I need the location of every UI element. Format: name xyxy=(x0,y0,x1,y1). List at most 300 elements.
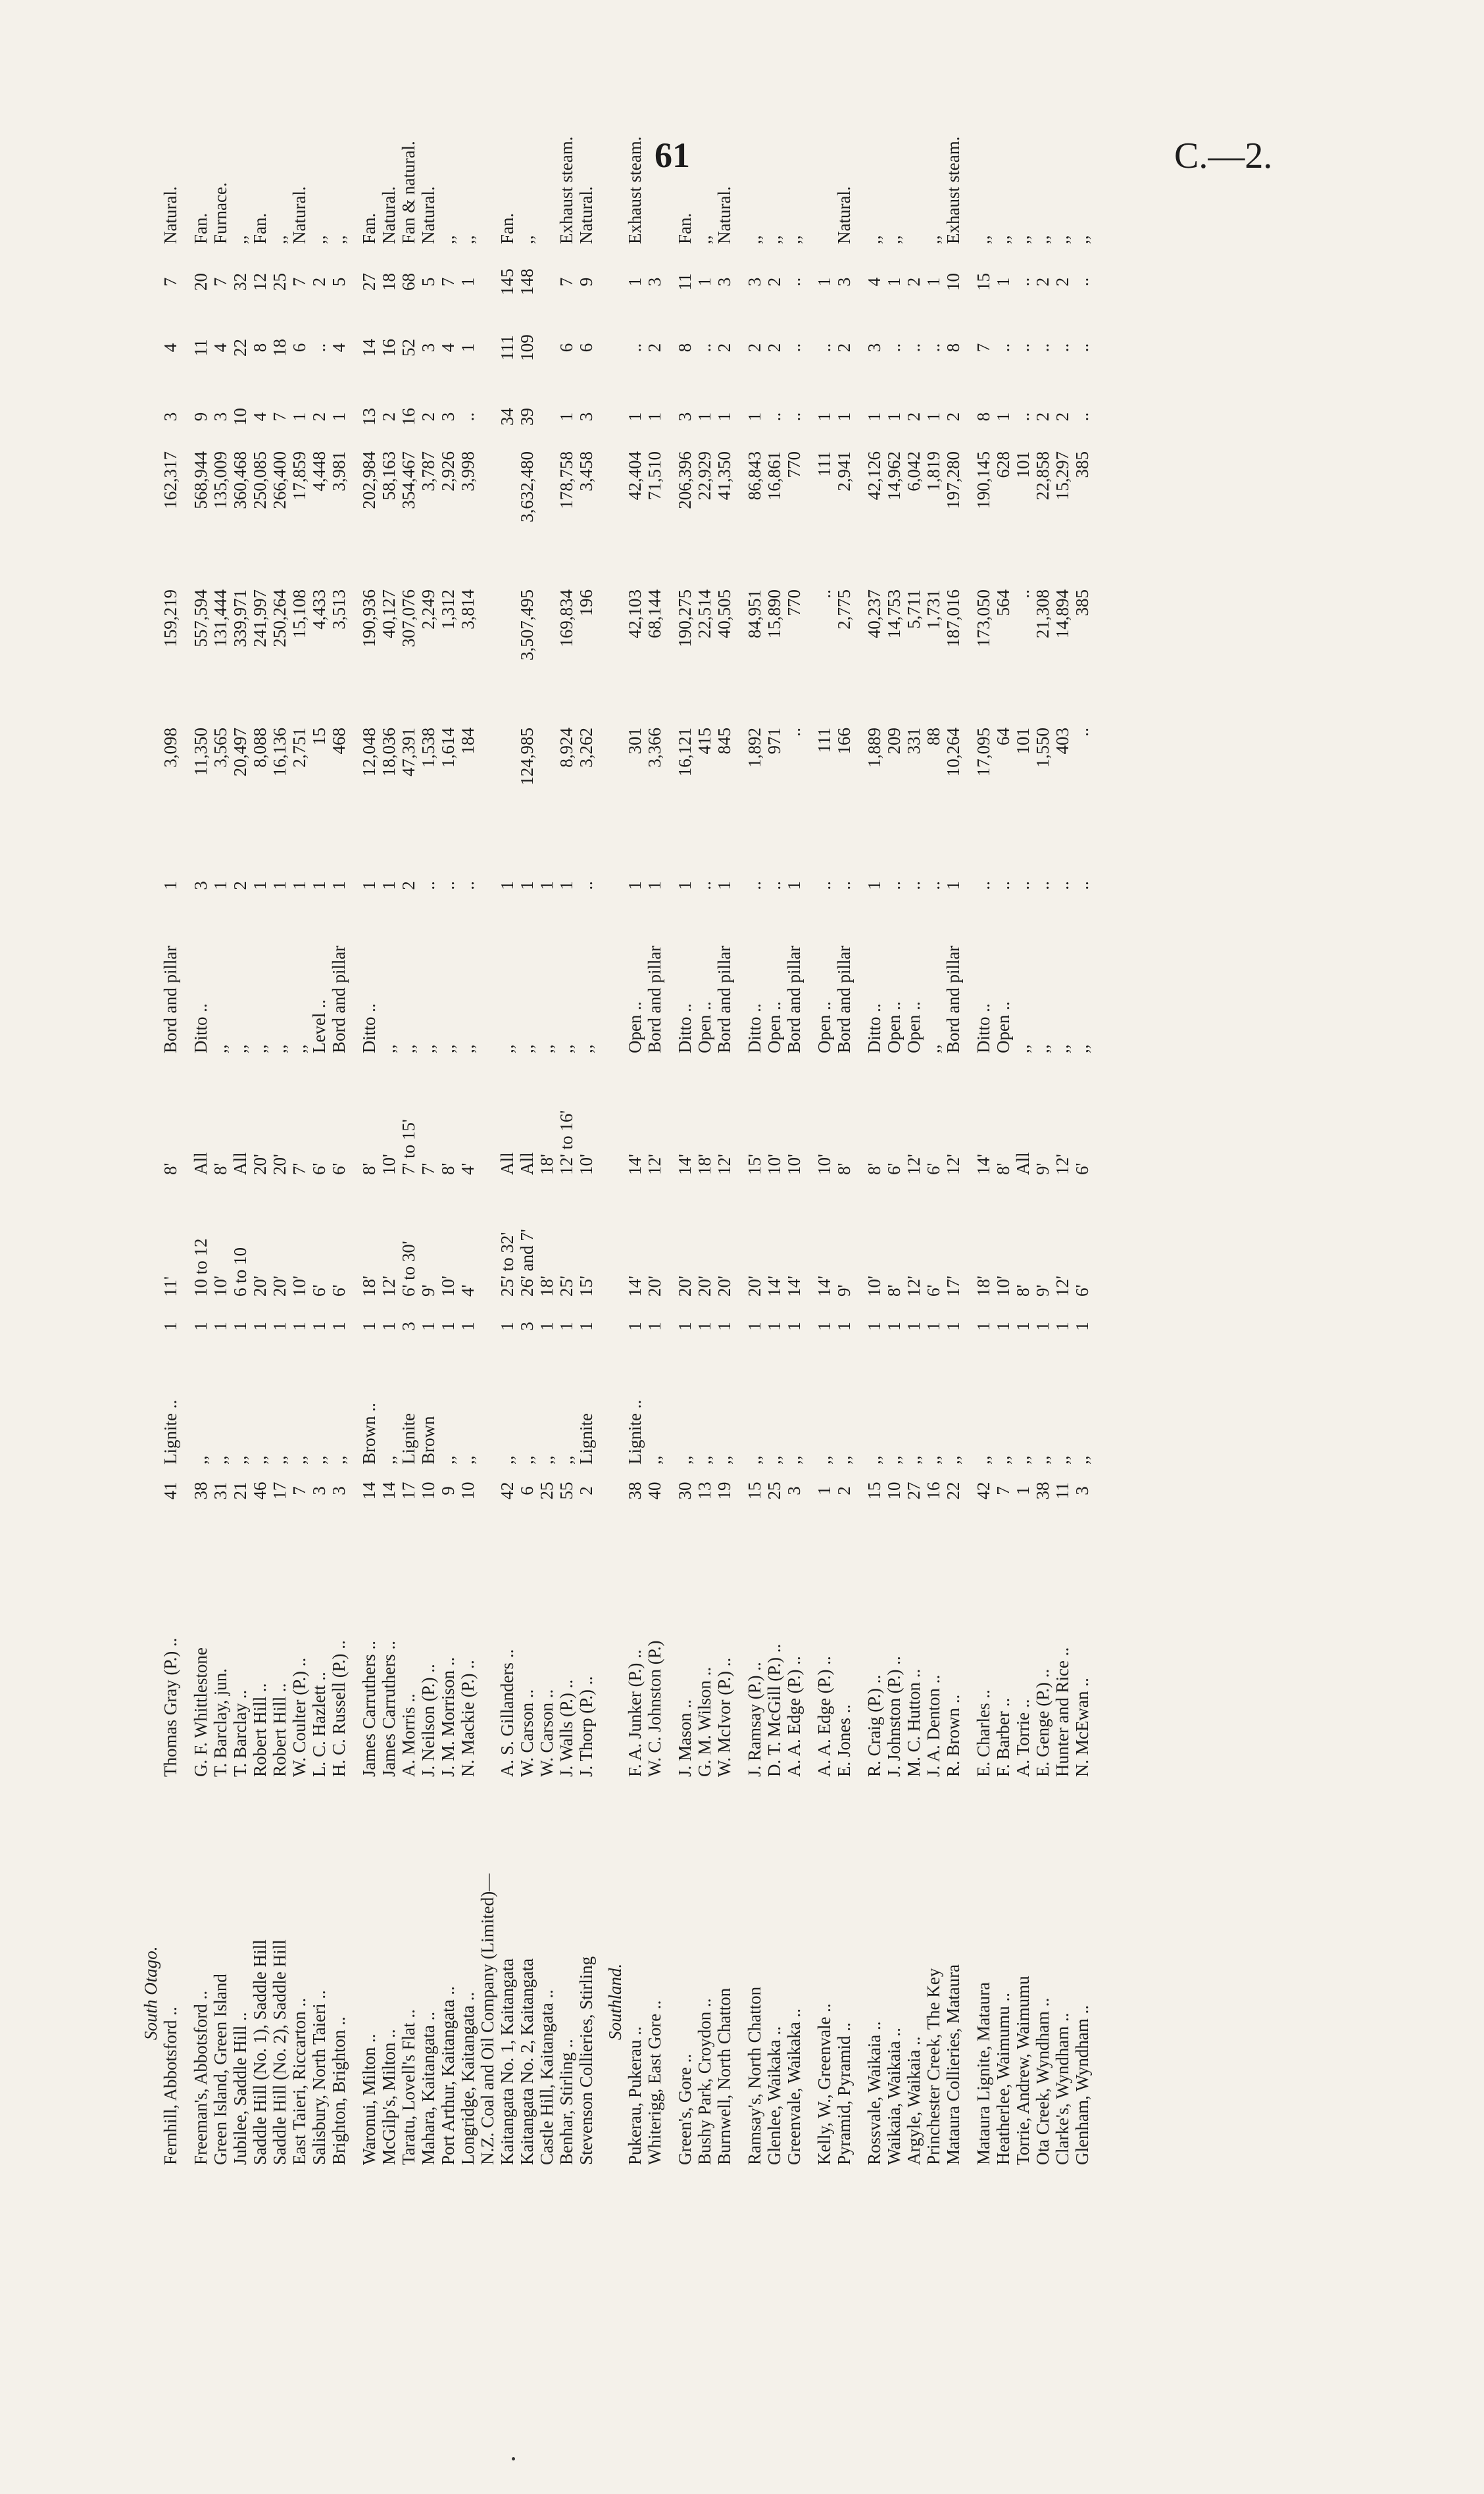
table-cell: 1,538 xyxy=(418,728,438,768)
table-cell: 6,042 xyxy=(904,451,924,491)
table-cell: 111 xyxy=(814,451,834,477)
table-cell: ,, xyxy=(517,235,537,244)
table-cell: 10 xyxy=(943,273,963,291)
table-cell: ,, xyxy=(1033,1455,1052,1464)
speck-mark xyxy=(512,2457,515,2460)
table-cell: 14' xyxy=(764,1276,784,1297)
table-cell: 1 xyxy=(210,881,230,890)
table-cell: 20,497 xyxy=(230,728,250,777)
table-cell: 124,985 xyxy=(517,728,537,786)
table-cell: 111 xyxy=(814,728,834,753)
table-cell: Ota Creek, Wyndham .. xyxy=(1033,1997,1052,2165)
table-cell: 1 xyxy=(714,881,734,890)
table-cell: .. xyxy=(784,728,804,737)
table-cell: 1 xyxy=(458,343,478,353)
table-cell: 360,468 xyxy=(230,451,250,509)
table-cell: 2 xyxy=(745,343,764,353)
table-cell: East Taieri, Riccarton .. xyxy=(289,1997,309,2165)
table-cell: 3 xyxy=(329,1486,349,1495)
table-cell: .. xyxy=(834,881,854,890)
table-cell: 1 xyxy=(675,881,695,890)
table-row xyxy=(1072,60,1092,2165)
table-cell: Ramsay's, North Chatton xyxy=(745,1986,764,2165)
table-cell: 1 xyxy=(645,412,664,422)
table-cell: ,, xyxy=(379,1455,399,1464)
table-cell: 18' xyxy=(974,1276,993,1297)
table-cell: Lignite xyxy=(399,1413,418,1464)
table-cell: ,, xyxy=(1013,235,1033,244)
table-row xyxy=(161,60,180,2165)
table-cell: All xyxy=(230,1152,250,1175)
table-cell: 3,814 xyxy=(458,589,478,630)
table-cell: ,, xyxy=(745,235,764,244)
table-cell: ,, xyxy=(784,1455,804,1464)
table-cell: .. xyxy=(1052,881,1072,890)
table-row xyxy=(418,60,438,2165)
section-heading: South Otago. xyxy=(141,1946,161,2040)
table-cell: Bord and pillar xyxy=(329,945,349,1053)
table-cell: 1 xyxy=(814,1322,834,1331)
table-cell: 6' xyxy=(924,1284,943,1297)
table-cell: 1 xyxy=(161,881,180,890)
table-cell: Ditto .. xyxy=(191,1003,210,1053)
table-cell: 190,275 xyxy=(675,589,695,647)
table-cell: ,, xyxy=(289,1455,309,1464)
table-cell: 2 xyxy=(309,277,329,287)
table-cell: Kaitangata No. 1, Kaitangata xyxy=(497,1958,517,2165)
table-cell: 16,121 xyxy=(675,728,695,777)
table-cell: 5,711 xyxy=(904,589,924,629)
table-cell: 18 xyxy=(270,339,289,357)
table-cell: 1 xyxy=(1013,1322,1033,1331)
table-cell: .. xyxy=(745,881,764,890)
table-cell xyxy=(478,1517,497,1777)
table-cell: 58,163 xyxy=(379,451,399,501)
table-row xyxy=(745,60,764,2165)
table-cell: 1 xyxy=(943,881,963,890)
table-cell: ,, xyxy=(924,1455,943,1464)
table-cell: 770 xyxy=(784,451,804,478)
table-cell: 14 xyxy=(359,1482,379,1500)
table-cell: 1 xyxy=(497,1322,517,1331)
table-cell: 1 xyxy=(993,1322,1013,1331)
table-cell: 135,009 xyxy=(210,451,230,509)
table-cell: W. McIvor (P.) .. xyxy=(714,1657,734,1777)
table-cell: 1,614 xyxy=(438,728,458,768)
table-cell: Waikaia, Waikaia .. xyxy=(884,2028,904,2165)
table-cell: 7' xyxy=(289,1162,309,1175)
table-cell: .. xyxy=(1052,343,1072,353)
table-cell: Lignite .. xyxy=(625,1399,645,1464)
table-cell: 1 xyxy=(814,277,834,287)
table-cell: McGilp's, Milton .. xyxy=(379,2029,399,2165)
table-cell: 27 xyxy=(359,273,379,291)
table-cell: ,, xyxy=(764,1455,784,1464)
table-cell xyxy=(478,1297,497,1356)
table-cell: 1 xyxy=(625,881,645,890)
table-cell: Thomas Gray (P.) .. xyxy=(161,1637,180,1777)
table-cell: Waronui, Milton .. xyxy=(359,2033,379,2165)
table-cell: 1 xyxy=(645,1322,664,1331)
page-number: 61 xyxy=(655,136,690,175)
table-cell: Pyramid, Pyramid .. xyxy=(834,2022,854,2165)
table-cell: 22,514 xyxy=(695,589,714,639)
table-cell: Greenvale, Waikaka .. xyxy=(784,2008,804,2165)
table-cell: J. M. Morrison .. xyxy=(438,1657,458,1777)
table-cell: 1 xyxy=(537,1322,556,1331)
table-row xyxy=(517,60,537,2165)
table-cell: E. Charles .. xyxy=(974,1689,993,1777)
table-cell xyxy=(814,80,834,251)
table-row xyxy=(576,60,596,2165)
table-cell: ,, xyxy=(438,1455,458,1464)
table-cell: J. Ramsay (P.) .. xyxy=(745,1662,764,1777)
table-cell: 9 xyxy=(576,277,596,287)
table-cell: Fan. xyxy=(250,212,270,244)
table-row xyxy=(289,60,309,2165)
table-cell: J. Thorp (P.) .. xyxy=(576,1676,596,1777)
table-cell: 14' xyxy=(784,1276,804,1297)
table-row xyxy=(210,60,230,2165)
table-cell: 18' xyxy=(537,1154,556,1175)
table-cell: 3 xyxy=(438,412,458,422)
table-cell: 1 xyxy=(556,412,576,422)
table-cell: 162,317 xyxy=(161,451,180,509)
table-cell: ,, xyxy=(270,1044,289,1053)
table-cell: 14,753 xyxy=(884,589,904,639)
table-cell: ,, xyxy=(834,1455,854,1464)
table-cell: ,, xyxy=(399,1044,418,1053)
table-cell: ,, xyxy=(1033,1044,1052,1053)
table-cell: 27 xyxy=(904,1482,924,1500)
table-cell: .. xyxy=(1013,343,1033,353)
table-cell: 4,433 xyxy=(309,589,329,630)
table-cell: 8 xyxy=(250,343,270,353)
table-cell: 1 xyxy=(379,881,399,890)
table-cell: 14 xyxy=(379,1482,399,1500)
table-row xyxy=(943,60,963,2165)
table-cell: .. xyxy=(1072,412,1092,422)
table-cell xyxy=(478,313,497,382)
table-cell: 206,396 xyxy=(675,451,695,509)
table-row xyxy=(191,60,210,2165)
table-row xyxy=(993,60,1013,2165)
table-cell: 6' xyxy=(309,1284,329,1297)
table-cell: 42,404 xyxy=(625,451,645,501)
table-cell: ,, xyxy=(210,1044,230,1053)
table-cell: ,, xyxy=(943,1455,963,1464)
table-cell: 22,929 xyxy=(695,451,714,501)
table-cell: .. xyxy=(1013,589,1033,599)
table-cell: 2 xyxy=(764,277,784,287)
table-cell: 39 xyxy=(517,408,537,426)
table-cell: ,, xyxy=(864,1455,884,1464)
table-cell: 12' xyxy=(645,1154,664,1175)
table-cell: ,, xyxy=(497,1044,517,1053)
table-cell: M. C. Hutton .. xyxy=(904,1668,924,1777)
table-cell: Natural. xyxy=(161,186,180,244)
table-cell xyxy=(537,313,556,382)
table-cell: 1 xyxy=(1033,1322,1052,1331)
table-cell: 3,981 xyxy=(329,451,349,491)
table-cell xyxy=(478,728,497,866)
table-cell: 8' xyxy=(210,1162,230,1175)
table-cell: ,, xyxy=(1033,235,1052,244)
table-cell: .. xyxy=(695,881,714,890)
table-cell xyxy=(537,589,556,728)
table-cell: 184 xyxy=(458,728,478,755)
table-cell: 42 xyxy=(497,1482,517,1500)
table-cell: Natural. xyxy=(418,186,438,244)
table-cell: Saddle Hill (No. 2), Saddle Hill xyxy=(270,1939,289,2165)
table-cell: ,, xyxy=(884,235,904,244)
table-cell: .. xyxy=(458,412,478,422)
table-cell: ,, xyxy=(556,1455,576,1464)
table-cell: 241,997 xyxy=(250,589,270,647)
table-cell: 7 xyxy=(289,277,309,287)
table-cell: ,, xyxy=(458,1455,478,1464)
table-cell: 3,262 xyxy=(576,728,596,768)
table-cell: .. xyxy=(814,589,834,599)
table-cell: G. M. Wilson .. xyxy=(695,1666,714,1777)
table-cell: 64 xyxy=(993,728,1013,745)
table-cell: 6 xyxy=(289,343,309,353)
table-cell: ,, xyxy=(497,1455,517,1464)
table-cell: 10' xyxy=(784,1154,804,1175)
table-cell: 1 xyxy=(210,1322,230,1331)
table-cell: R. Craig (P.) .. xyxy=(864,1674,884,1777)
table-row xyxy=(1052,60,1072,2165)
table-cell: ,, xyxy=(993,1455,1013,1464)
table-cell: 9 xyxy=(438,1486,458,1495)
table-cell: ,, xyxy=(438,235,458,244)
table-cell: 1 xyxy=(556,881,576,890)
table-cell: 14' xyxy=(974,1154,993,1175)
table-cell: 11 xyxy=(191,339,210,357)
table-cell: Natural. xyxy=(714,186,734,244)
table-cell: 3 xyxy=(399,1322,418,1331)
table-cell: Fan. xyxy=(497,212,517,244)
table-cell: 354,467 xyxy=(399,451,418,509)
table-cell: ,, xyxy=(1052,1044,1072,1053)
table-cell: 1 xyxy=(784,881,804,890)
table-cell: Natural. xyxy=(834,186,854,244)
table-cell: Open .. xyxy=(904,1001,924,1053)
table-cell: 18' xyxy=(537,1276,556,1297)
table-cell: Natural. xyxy=(289,186,309,244)
table-cell: 15,108 xyxy=(289,589,309,639)
table-cell: 468 xyxy=(329,728,349,755)
table-cell: ,, xyxy=(556,1044,576,1053)
table-cell: 101 xyxy=(1013,451,1033,478)
table-cell xyxy=(478,1464,497,1517)
table-row xyxy=(556,60,576,2165)
table-cell: 568,944 xyxy=(191,451,210,509)
table-cell: 10 xyxy=(884,1482,904,1500)
table-cell: 4 xyxy=(864,277,884,287)
table-cell: 1 xyxy=(904,1322,924,1331)
table-cell: .. xyxy=(576,881,596,890)
table-cell: 25 xyxy=(537,1482,556,1500)
table-cell xyxy=(537,251,556,313)
table-cell: 6' xyxy=(329,1284,349,1297)
table-cell: 40,505 xyxy=(714,589,734,639)
table-cell: 2 xyxy=(399,881,418,890)
table-cell: ,, xyxy=(814,1455,834,1464)
table-cell: 190,936 xyxy=(359,589,379,647)
table-cell: 21,308 xyxy=(1033,589,1052,639)
table-cell: .. xyxy=(418,881,438,890)
table-cell: 1 xyxy=(458,1322,478,1331)
table-cell: 1 xyxy=(329,412,349,422)
table-cell: 4 xyxy=(250,412,270,422)
table-cell: Fan. xyxy=(675,212,695,244)
table-cell: 12' xyxy=(379,1276,399,1297)
table-cell: F. A. Junker (P.) .. xyxy=(625,1649,645,1777)
table-cell: 1 xyxy=(864,881,884,890)
table-cell: .. xyxy=(904,343,924,353)
table-cell: J. Walls (P.) .. xyxy=(556,1679,576,1777)
table-cell: 8' xyxy=(359,1162,379,1175)
table-cell: 12' xyxy=(1052,1276,1072,1297)
table-row xyxy=(1033,60,1052,2165)
table-cell: ,, xyxy=(329,235,349,244)
table-cell: ,, xyxy=(418,1044,438,1053)
table-cell: 1 xyxy=(864,1322,884,1331)
table-cell: 628 xyxy=(993,451,1013,478)
table-cell: Green's, Gore .. xyxy=(675,2053,695,2165)
table-row xyxy=(250,60,270,2165)
table-cell: 6 to 10 xyxy=(230,1247,250,1297)
table-cell: 4,448 xyxy=(309,451,329,491)
table-cell: 1 xyxy=(497,881,517,890)
table-cell: Bord and pillar xyxy=(161,945,180,1053)
table-cell: 3 xyxy=(745,277,764,287)
table-row xyxy=(784,60,804,2165)
table-cell: 15' xyxy=(745,1154,764,1175)
table-cell: 6 xyxy=(556,343,576,353)
table-cell xyxy=(478,1053,497,1175)
table-row xyxy=(270,60,289,2165)
table-cell: 5 xyxy=(418,277,438,287)
table-cell: 1 xyxy=(625,412,645,422)
table-cell: 3,787 xyxy=(418,451,438,491)
table-cell: Mataura Collieries, Mataura xyxy=(943,1964,963,2165)
table-cell: 2 xyxy=(904,277,924,287)
table-cell xyxy=(478,80,497,251)
table-cell: 1 xyxy=(418,1322,438,1331)
table-cell: 6' to 30' xyxy=(399,1241,418,1297)
table-cell xyxy=(478,905,497,1053)
table-cell: .. xyxy=(764,412,784,422)
table-cell: N. Mackie (P.) .. xyxy=(458,1660,478,1777)
table-cell: 13 xyxy=(695,1482,714,1500)
table-cell: Bushy Park, Croydon .. xyxy=(695,1998,714,2165)
table-cell: 10' xyxy=(576,1154,596,1175)
table-cell: 197,280 xyxy=(943,451,963,509)
table-cell: 20' xyxy=(695,1276,714,1297)
table-cell: 18 xyxy=(379,273,399,291)
table-cell: 1 xyxy=(309,881,329,890)
table-cell: ,, xyxy=(974,235,993,244)
table-cell: 1,550 xyxy=(1033,728,1052,768)
table-cell: .. xyxy=(884,881,904,890)
table-cell: 20 xyxy=(191,273,210,291)
table-cell xyxy=(478,251,497,313)
table-cell: 2,775 xyxy=(834,589,854,630)
table-cell xyxy=(537,382,556,451)
table-cell xyxy=(497,589,517,728)
table-cell: 41 xyxy=(161,1482,180,1500)
table-cell: 38 xyxy=(625,1482,645,1500)
table-cell: 20' xyxy=(270,1154,289,1175)
table-cell: 17' xyxy=(943,1276,963,1297)
table-cell: Fan. xyxy=(191,212,210,244)
table-cell: 3,513 xyxy=(329,589,349,630)
table-cell: 2 xyxy=(230,881,250,890)
table-cell: 30 xyxy=(675,1482,695,1500)
table-row xyxy=(1013,60,1033,2165)
table-cell: 7 xyxy=(161,277,180,287)
table-cell: ,, xyxy=(379,1044,399,1053)
table-cell: 2 xyxy=(1033,412,1052,422)
table-cell: 2 xyxy=(379,412,399,422)
table-cell xyxy=(537,728,556,866)
table-cell: Glenlee, Waikaka .. xyxy=(764,2026,784,2165)
table-cell: 3 xyxy=(517,1322,537,1331)
table-cell: 1 xyxy=(884,412,904,422)
table-cell: 1 xyxy=(1052,1322,1072,1331)
table-cell: 15 xyxy=(309,728,329,745)
table-cell: N. McEwan .. xyxy=(1072,1678,1092,1777)
table-cell: 3,458 xyxy=(576,451,596,491)
table-cell: Mataura Lignite, Mataura xyxy=(974,1982,993,2165)
table-cell: 19 xyxy=(714,1482,734,1500)
table-cell: Furnace. xyxy=(210,182,230,244)
table-cell: 1 xyxy=(191,1322,210,1331)
table-cell: ,, xyxy=(645,1455,664,1464)
table-cell: Fan. xyxy=(359,212,379,244)
table-cell: 564 xyxy=(993,589,1013,616)
table-cell: Taratu, Lovell's Flat .. xyxy=(399,2009,418,2165)
table-cell: 2 xyxy=(309,412,329,422)
table-cell: 25 xyxy=(270,273,289,291)
row-spacer xyxy=(854,60,864,2165)
table-cell: 845 xyxy=(714,728,734,755)
table-cell: All xyxy=(1013,1152,1033,1175)
table-cell: 1 xyxy=(884,1322,904,1331)
table-cell: 14' xyxy=(625,1276,645,1297)
table-cell: 68,144 xyxy=(645,589,664,639)
row-spacer xyxy=(664,60,675,2165)
table-cell: 1 xyxy=(359,1322,379,1331)
table-cell: 1 xyxy=(556,1322,576,1331)
table-cell: .. xyxy=(695,343,714,353)
table-cell: 10' xyxy=(764,1154,784,1175)
table-cell: 38 xyxy=(191,1482,210,1500)
table-cell: 1,731 xyxy=(924,589,943,630)
table-cell: 25 xyxy=(764,1482,784,1500)
table-cell: 86,843 xyxy=(745,451,764,501)
table-cell: ,, xyxy=(1013,1455,1033,1464)
table-cell: James Carruthers .. xyxy=(379,1641,399,1777)
table-cell: 12,048 xyxy=(359,728,379,777)
table-cell: ,, xyxy=(270,235,289,244)
table-cell: 17,859 xyxy=(289,451,309,501)
table-cell: 8' xyxy=(834,1162,854,1175)
table-cell: .. xyxy=(814,343,834,353)
table-cell: ,, xyxy=(745,1455,764,1464)
